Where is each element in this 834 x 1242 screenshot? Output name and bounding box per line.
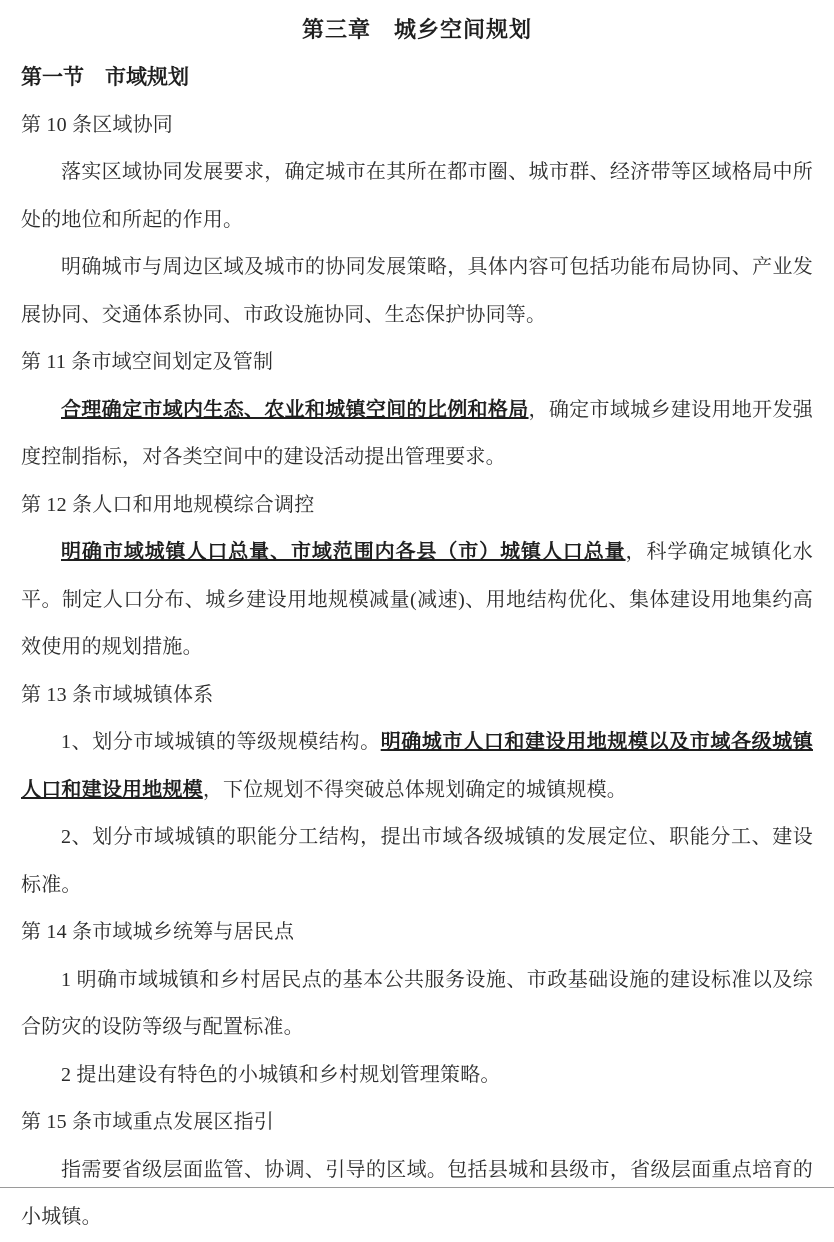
chapter-title: 第三章 城乡空间规划 bbox=[301, 17, 532, 42]
emphasis-text: 合理确定市域内生态、农业和城镇空间的比例和格局 bbox=[61, 398, 529, 421]
body-text: 指需要省级层面监管、协调、引导的区域。包括县城和县级市，省级层面重点培育的小城镇。 bbox=[21, 1158, 813, 1228]
paragraph bbox=[21, 957, 813, 1052]
body-text: 1、划分市域城镇的等级规模结构。 bbox=[61, 731, 381, 753]
paragraph bbox=[21, 529, 813, 672]
body-text: 1 明确市域城镇和乡村居民点的基本公共服务设施、市政基础设施的建设标准以及综合防灾的设防等级与配置标准。 bbox=[21, 968, 813, 1038]
body-text: 落实区域协同发展要求，确定城市在其所在都市圈、城市群、经济带等区域格局中所处的地位和所起的作用。 bbox=[21, 161, 813, 231]
body-text: ，确定市域城乡建设用地开发强度控制指标，对各类空间中的建设活动提出管理要求。 bbox=[21, 398, 813, 468]
paragraph bbox=[21, 719, 813, 814]
body-text: 2、划分市域城镇的职能分工结构，提出市域各级城镇的发展定位、职能分工、建设标准。 bbox=[21, 826, 813, 896]
body-text: ，下位规划不得突破总体规划确定的城镇规模。 bbox=[202, 778, 628, 801]
article-heading: 第 11 条市域空间划定及管制 bbox=[21, 351, 274, 373]
body-text: 明确城市与周边区域及城市的协同发展策略，具体内容可包括功能布局协同、产业发展协同、交通体系协同、市政设施协同、生态保护协同等。 bbox=[21, 256, 813, 326]
article-heading: 第 14 条市域城乡统筹与居民点 bbox=[21, 921, 295, 943]
paragraph bbox=[21, 244, 813, 339]
article-heading: 第 10 条区域协同 bbox=[21, 113, 173, 136]
emphasis-text: 明确城市人口和建设用地规模以及市域各级城镇人口和建设用地规模 bbox=[21, 731, 813, 801]
paragraph bbox=[21, 149, 813, 244]
body-text: ，科学确定城镇化水平。制定人口分布、城乡建设用地规模减量(减速)、用地结构优化、集体建设用地集约高效使用的规划措施。 bbox=[21, 541, 813, 658]
paragraph bbox=[21, 814, 813, 909]
articles-container bbox=[21, 102, 813, 1242]
article-heading: 第 13 条市域城镇体系 bbox=[21, 683, 214, 706]
emphasis-text: 明确市域城镇人口总量、市域范围内各县（市）城镇人口总量 bbox=[61, 541, 626, 563]
article-heading: 第 12 条人口和用地规模综合调控 bbox=[21, 493, 315, 516]
footer-separator-line bbox=[0, 1187, 834, 1188]
section-heading: 第一节 市域规划 bbox=[21, 66, 189, 89]
body-text: 2 提出建设有特色的小城镇和乡村规划管理策略。 bbox=[61, 1063, 501, 1086]
paragraph bbox=[21, 387, 813, 482]
paragraph bbox=[21, 1147, 813, 1242]
paragraph bbox=[21, 1052, 813, 1100]
article-heading: 第 15 条市域重点发展区指引 bbox=[21, 1111, 274, 1133]
